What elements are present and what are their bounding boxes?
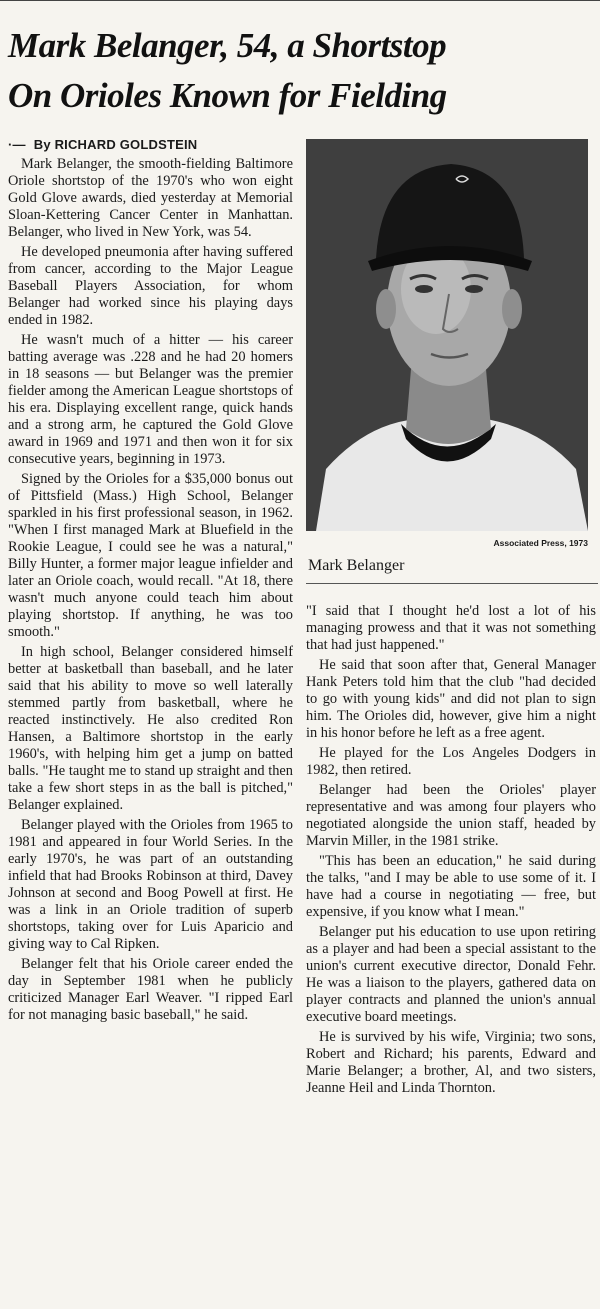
paragraph: Signed by the Orioles for a $35,000 bonus out of Pittsfield (Mass.) High School, Belanger sparkled in his first professional season, in 1962. "When I first managed Mark at Bluefield in the Rookie League, I could see he was a natural," Billy Hunter, a former major league infielder and later an Oriole coach, would recall. "At 18, there wasn't much anyone could teach him about playing shortstop. If anything, he was too smooth." (8, 471, 293, 640)
paragraph: Belanger had been the Orioles' player representative and was among four players who negotiated alongside the union staff, headed by Marvin Miller, in the 1981 strike. (306, 782, 596, 849)
right-column (306, 603, 596, 1303)
paragraph: He played for the Los Angeles Dodgers in 1982, then retired. (306, 745, 596, 778)
paragraph: Belanger played with the Orioles from 1965 to 1981 and appeared in four World Series. In the early 1970's, he was part of an outstanding infield that had Brooks Robinson at third, Davey Johnson at second and Boog Powell at first. He was a link in an Oriole tradition of superb shortstops, taking over for Luis Aparicio and giving way to Cal Ripken. (8, 817, 293, 952)
paragraph: He developed pneumonia after having suffered from cancer, according to the Major League Baseball Players Association, for whom Belanger had worked since his playing days ended in 1982. (8, 244, 293, 328)
portrait-illustration (306, 139, 588, 531)
byline (8, 137, 293, 152)
paragraph: "I said that I thought he'd lost a lot of his managing prowess and that it was not something that had just happened." (306, 603, 596, 653)
byline-text: By RICHARD GOLDSTEIN (33, 137, 198, 152)
paragraph: He is survived by his wife, Virginia; two sons, Robert and Richard; his parents, Edward and Marie Belanger; a brother, Al, and two sisters, Jeanne Heil and Linda Thornton. (306, 1029, 596, 1096)
paragraph: In high school, Belanger considered himself better at basketball than baseball, and he later said that his ability to move so well laterally stemmed partly from basketball, where he reacted instinctively. He also credited Ron Hansen, a Baltimore shortstop in the early 1960's, with helping him get a jump on batted balls. "He taught me to stand up straight and then take a few short steps in as the ball is pitched," Belanger explained. (8, 644, 293, 813)
paragraph: Belanger put his education to use upon retiring as a player and had been a special assistant to the union's current executive director, Donald Fehr. He was a liaison to the players, gathered data on player contracts and planned the union's annual executive board meetings. (306, 924, 596, 1025)
headline-line-1: Mark Belanger, 54, a Shortstop (8, 26, 447, 65)
portrait-photo (306, 139, 588, 531)
headline-line-2: On Orioles Known for Fielding (8, 76, 447, 115)
photo-caption: Mark Belanger (308, 557, 405, 574)
paragraph: "This has been an education," he said during the talks, "and I may be able to use some of it. I have had a course in negotiating — free, but expensive, if you know what I mean." (306, 853, 596, 920)
paragraph: He wasn't much of a hitter — his career batting average was .228 and he had 20 homers in 18 seasons — but Belanger was the premier fielder among the American League shortstops of his era. Displaying excellent range, quick hands and a strong arm, he captured the Gold Glove award in 1969 and 1971 and then won it for six consecutive years, beginning in 1973. (8, 332, 293, 467)
paragraph: He said that soon after that, General Manager Hank Peters told him that the club "had decided to go with young kids" and did not plan to sign him. The Orioles did, however, give him a night in his honor before he left as a free agent. (306, 657, 596, 741)
paragraph: Belanger felt that his Oriole career ended the day in September 1981 when he publicly criticized Manager Earl Weaver. "I ripped Earl for not managing basic baseball," he said. (8, 956, 293, 1023)
byline-dash-mark: ·— (8, 137, 26, 152)
photo-credit: Associated Press, 1973 (493, 538, 588, 548)
headline (8, 21, 593, 121)
left-column (8, 156, 293, 1306)
section-divider (306, 583, 598, 584)
paragraph: Mark Belanger, the smooth-fielding Baltimore Oriole shortstop of the 1970's who won eight Gold Glove awards, died yesterday at Memorial Sloan-Kettering Cancer Center in Manhattan. Belanger, who lived in New York, was 54. (8, 156, 293, 240)
